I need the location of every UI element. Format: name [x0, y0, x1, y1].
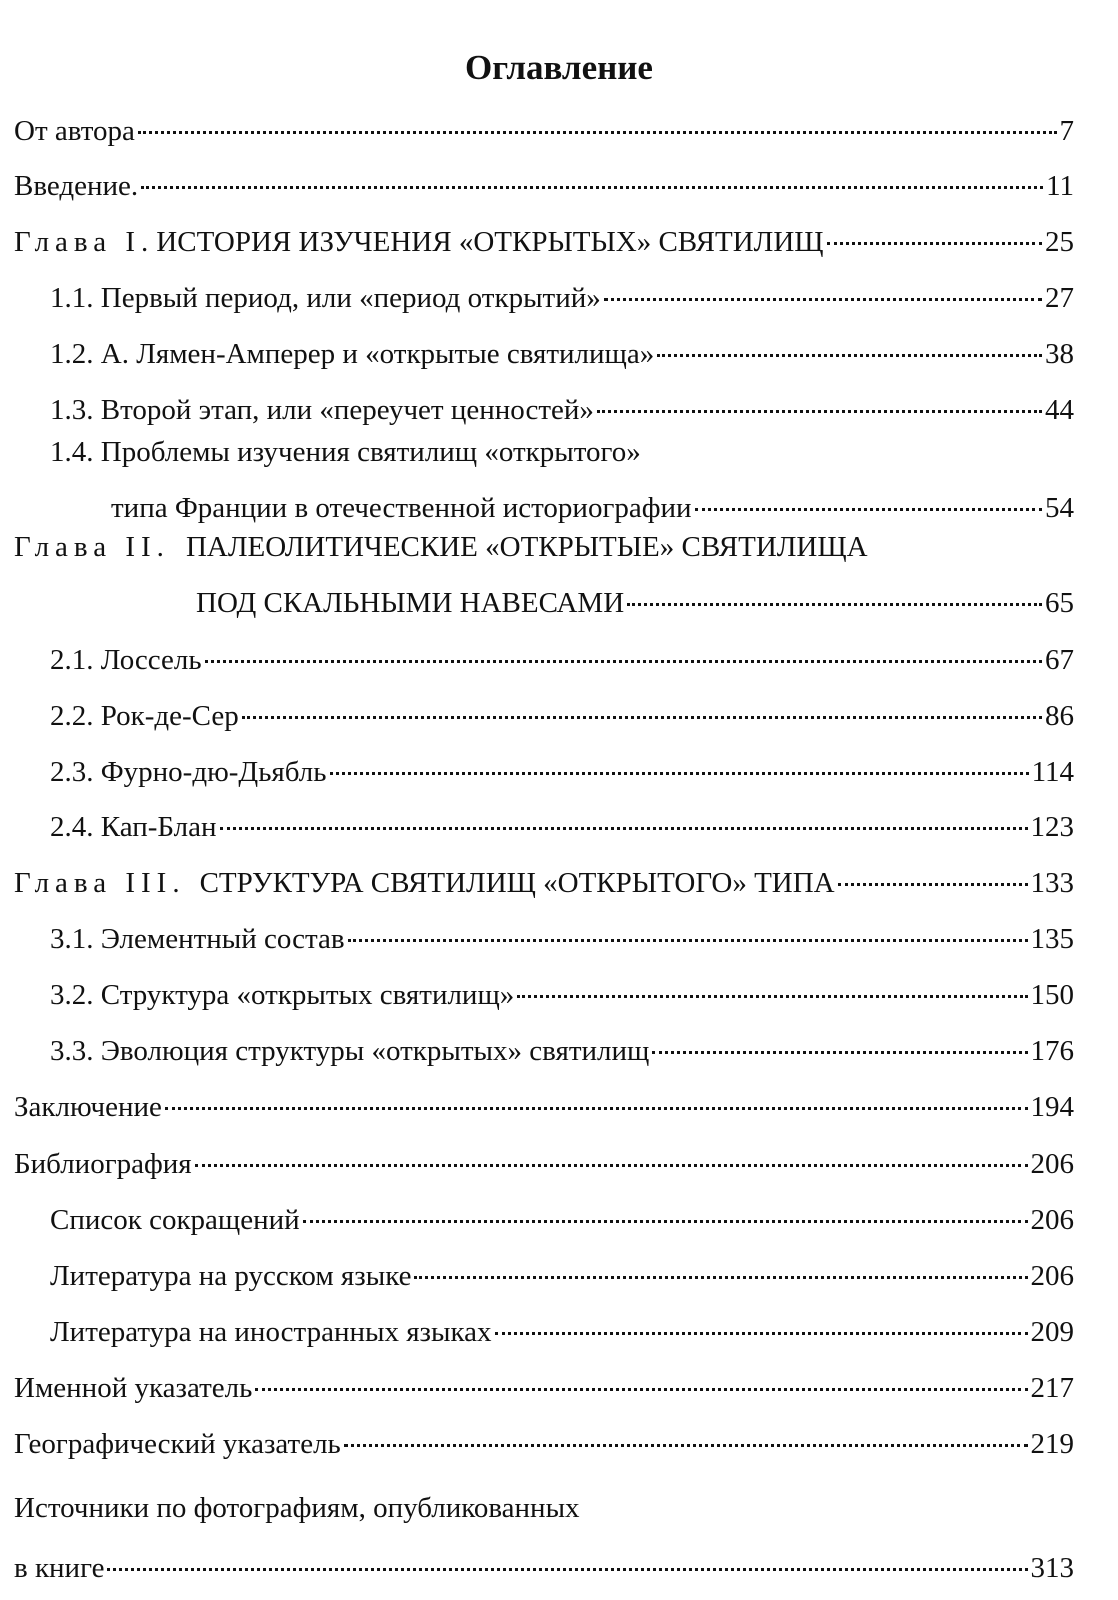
- toc-label: Именной указатель: [14, 1372, 253, 1404]
- toc-page-number: 194: [1030, 1091, 1074, 1123]
- leader-dots: [107, 1568, 1027, 1571]
- leader-dots: [414, 1276, 1027, 1279]
- toc-page-number: 217: [1030, 1372, 1074, 1404]
- leader-dots: [827, 242, 1042, 245]
- toc-entry-bibliography[interactable]: [0, 1145, 1118, 1183]
- toc-label: 1.2. А. Лямен-Амперер и «открытые святилища»: [50, 338, 655, 370]
- toc-page-number: 123: [1030, 811, 1074, 843]
- toc-entry-2-4[interactable]: [0, 808, 1118, 846]
- toc-label: Географический указатель: [14, 1428, 341, 1460]
- leader-dots: [255, 1388, 1027, 1391]
- toc-entry-chapter-2[interactable]: [0, 531, 1118, 622]
- toc-page-number: 7: [1059, 115, 1074, 147]
- toc-page-number: 38: [1045, 338, 1074, 370]
- toc-entry-name-index[interactable]: [0, 1369, 1118, 1407]
- leader-dots: [220, 827, 1028, 830]
- toc-page-number: 209: [1030, 1316, 1074, 1348]
- toc-page-number: 219: [1030, 1428, 1074, 1460]
- toc-first-line: 1.4. Проблемы изучения святилищ «открытого»: [50, 436, 641, 468]
- toc-label: 3.2. Структура «открытых святилищ»: [50, 979, 515, 1011]
- chapter-prefix: Глава II.: [14, 531, 170, 563]
- toc-entry-3-3[interactable]: [0, 1032, 1118, 1070]
- toc-label: 1.3. Второй этап, или «переучет ценностей»: [50, 394, 594, 426]
- toc-entry-foreign-literature[interactable]: [0, 1313, 1118, 1351]
- toc-entry-2-1[interactable]: [0, 641, 1118, 679]
- leader-dots: [242, 716, 1042, 719]
- leader-dots: [604, 298, 1042, 301]
- toc-label: 2.1. Лоссель: [50, 644, 202, 676]
- toc-label: 3.1. Элементный состав: [50, 923, 345, 955]
- toc-entry-2-2[interactable]: [0, 697, 1118, 735]
- leader-dots: [344, 1444, 1028, 1447]
- toc-page-number: 206: [1030, 1204, 1074, 1236]
- toc-page-number: 27: [1045, 282, 1074, 314]
- leader-dots: [657, 354, 1042, 357]
- toc-label: Библиография: [14, 1148, 192, 1180]
- toc-page-number: 114: [1031, 756, 1074, 788]
- toc-page-number: 67: [1045, 644, 1074, 676]
- toc-page-number: 135: [1030, 923, 1074, 955]
- toc-entry-geo-index[interactable]: [0, 1425, 1118, 1463]
- toc-entry-introduction[interactable]: [0, 167, 1118, 205]
- leader-dots: [597, 410, 1042, 413]
- leader-dots: [495, 1332, 1028, 1335]
- toc-page-number: 206: [1030, 1148, 1074, 1180]
- toc-label: Заключение: [14, 1091, 162, 1123]
- toc-first-line: Источники по фотографиям, опубликованных: [14, 1492, 580, 1524]
- toc-entry-chapter-3[interactable]: [0, 864, 1118, 902]
- toc-entry-1-4[interactable]: [0, 436, 1118, 527]
- toc-page-number: 65: [1045, 587, 1074, 619]
- toc-label: Литература на иностранных языках: [50, 1316, 492, 1348]
- leader-dots: [627, 603, 1042, 606]
- toc-page-number: 54: [1045, 492, 1074, 524]
- toc-label: 2.2. Рок-де-Сер: [50, 700, 239, 732]
- toc-label: типа Франции в отечественной историографии: [111, 492, 692, 524]
- toc-entry-russian-literature[interactable]: [0, 1257, 1118, 1295]
- toc-entry-conclusion[interactable]: [0, 1088, 1118, 1126]
- toc-page-number: 25: [1045, 226, 1074, 258]
- toc-label: 2.3. Фурно-дю-Дьябль: [50, 756, 327, 788]
- toc-label: Введение.: [14, 170, 139, 202]
- toc-page-number: 44: [1045, 394, 1074, 426]
- leader-dots: [695, 508, 1042, 511]
- toc-page-number: 313: [1030, 1552, 1074, 1584]
- toc-entry-abbreviations[interactable]: [0, 1201, 1118, 1239]
- toc-label: ИСТОРИЯ ИЗУЧЕНИЯ «ОТКРЫТЫХ» СВЯТИЛИЩ: [156, 226, 824, 258]
- toc-entry-1-2[interactable]: [0, 335, 1118, 373]
- toc-entry-3-2[interactable]: [0, 976, 1118, 1014]
- toc-label: Литература на русском языке: [50, 1260, 412, 1292]
- leader-dots: [138, 131, 1057, 134]
- leader-dots: [303, 1220, 1028, 1223]
- chapter-prefix: Глава I.: [14, 226, 155, 258]
- toc-entry-photo-sources[interactable]: [0, 1492, 1118, 1587]
- leader-dots: [348, 939, 1028, 942]
- leader-dots: [165, 1107, 1028, 1110]
- toc-label: От автора: [14, 115, 135, 147]
- toc-page-number: 11: [1046, 170, 1074, 202]
- toc-page-number: 86: [1045, 700, 1074, 732]
- leader-dots: [652, 1051, 1027, 1054]
- toc-label: Список сокращений: [50, 1204, 300, 1236]
- leader-dots: [330, 772, 1029, 775]
- leader-dots: [838, 883, 1028, 886]
- toc-entry-chapter-1[interactable]: [0, 223, 1118, 261]
- toc-label: 3.3. Эволюция структуры «открытых» святилищ: [50, 1035, 650, 1067]
- toc-page-number: 176: [1030, 1035, 1074, 1067]
- leader-dots: [141, 186, 1043, 189]
- toc-page-number: 206: [1030, 1260, 1074, 1292]
- toc-entry-1-3[interactable]: [0, 391, 1118, 429]
- toc-entry-1-1[interactable]: [0, 279, 1118, 317]
- chapter-prefix: Глава III.: [14, 867, 186, 899]
- leader-dots: [195, 1164, 1028, 1167]
- toc-first-line: ПАЛЕОЛИТИЧЕСКИЕ «ОТКРЫТЫЕ» СВЯТИЛИЩА: [185, 531, 868, 563]
- toc-entry-author[interactable]: [0, 112, 1118, 150]
- toc-label: ПОД СКАЛЬНЫМИ НАВЕСАМИ: [196, 587, 625, 619]
- toc-label: СТРУКТУРА СВЯТИЛИЩ «ОТКРЫТОГО» ТИПА: [199, 867, 835, 899]
- toc-label: в книге: [14, 1552, 105, 1584]
- toc-label: 2.4. Кап-Блан: [50, 811, 217, 843]
- leader-dots: [205, 660, 1042, 663]
- toc-label: 1.1. Первый период, или «период открытий»: [50, 282, 601, 314]
- toc-page-number: 133: [1030, 867, 1074, 899]
- toc-entry-2-3[interactable]: [0, 753, 1118, 791]
- page-title: Оглавление: [465, 48, 653, 87]
- leader-dots: [517, 995, 1027, 998]
- toc-entry-3-1[interactable]: [0, 920, 1118, 958]
- toc-page-number: 150: [1030, 979, 1074, 1011]
